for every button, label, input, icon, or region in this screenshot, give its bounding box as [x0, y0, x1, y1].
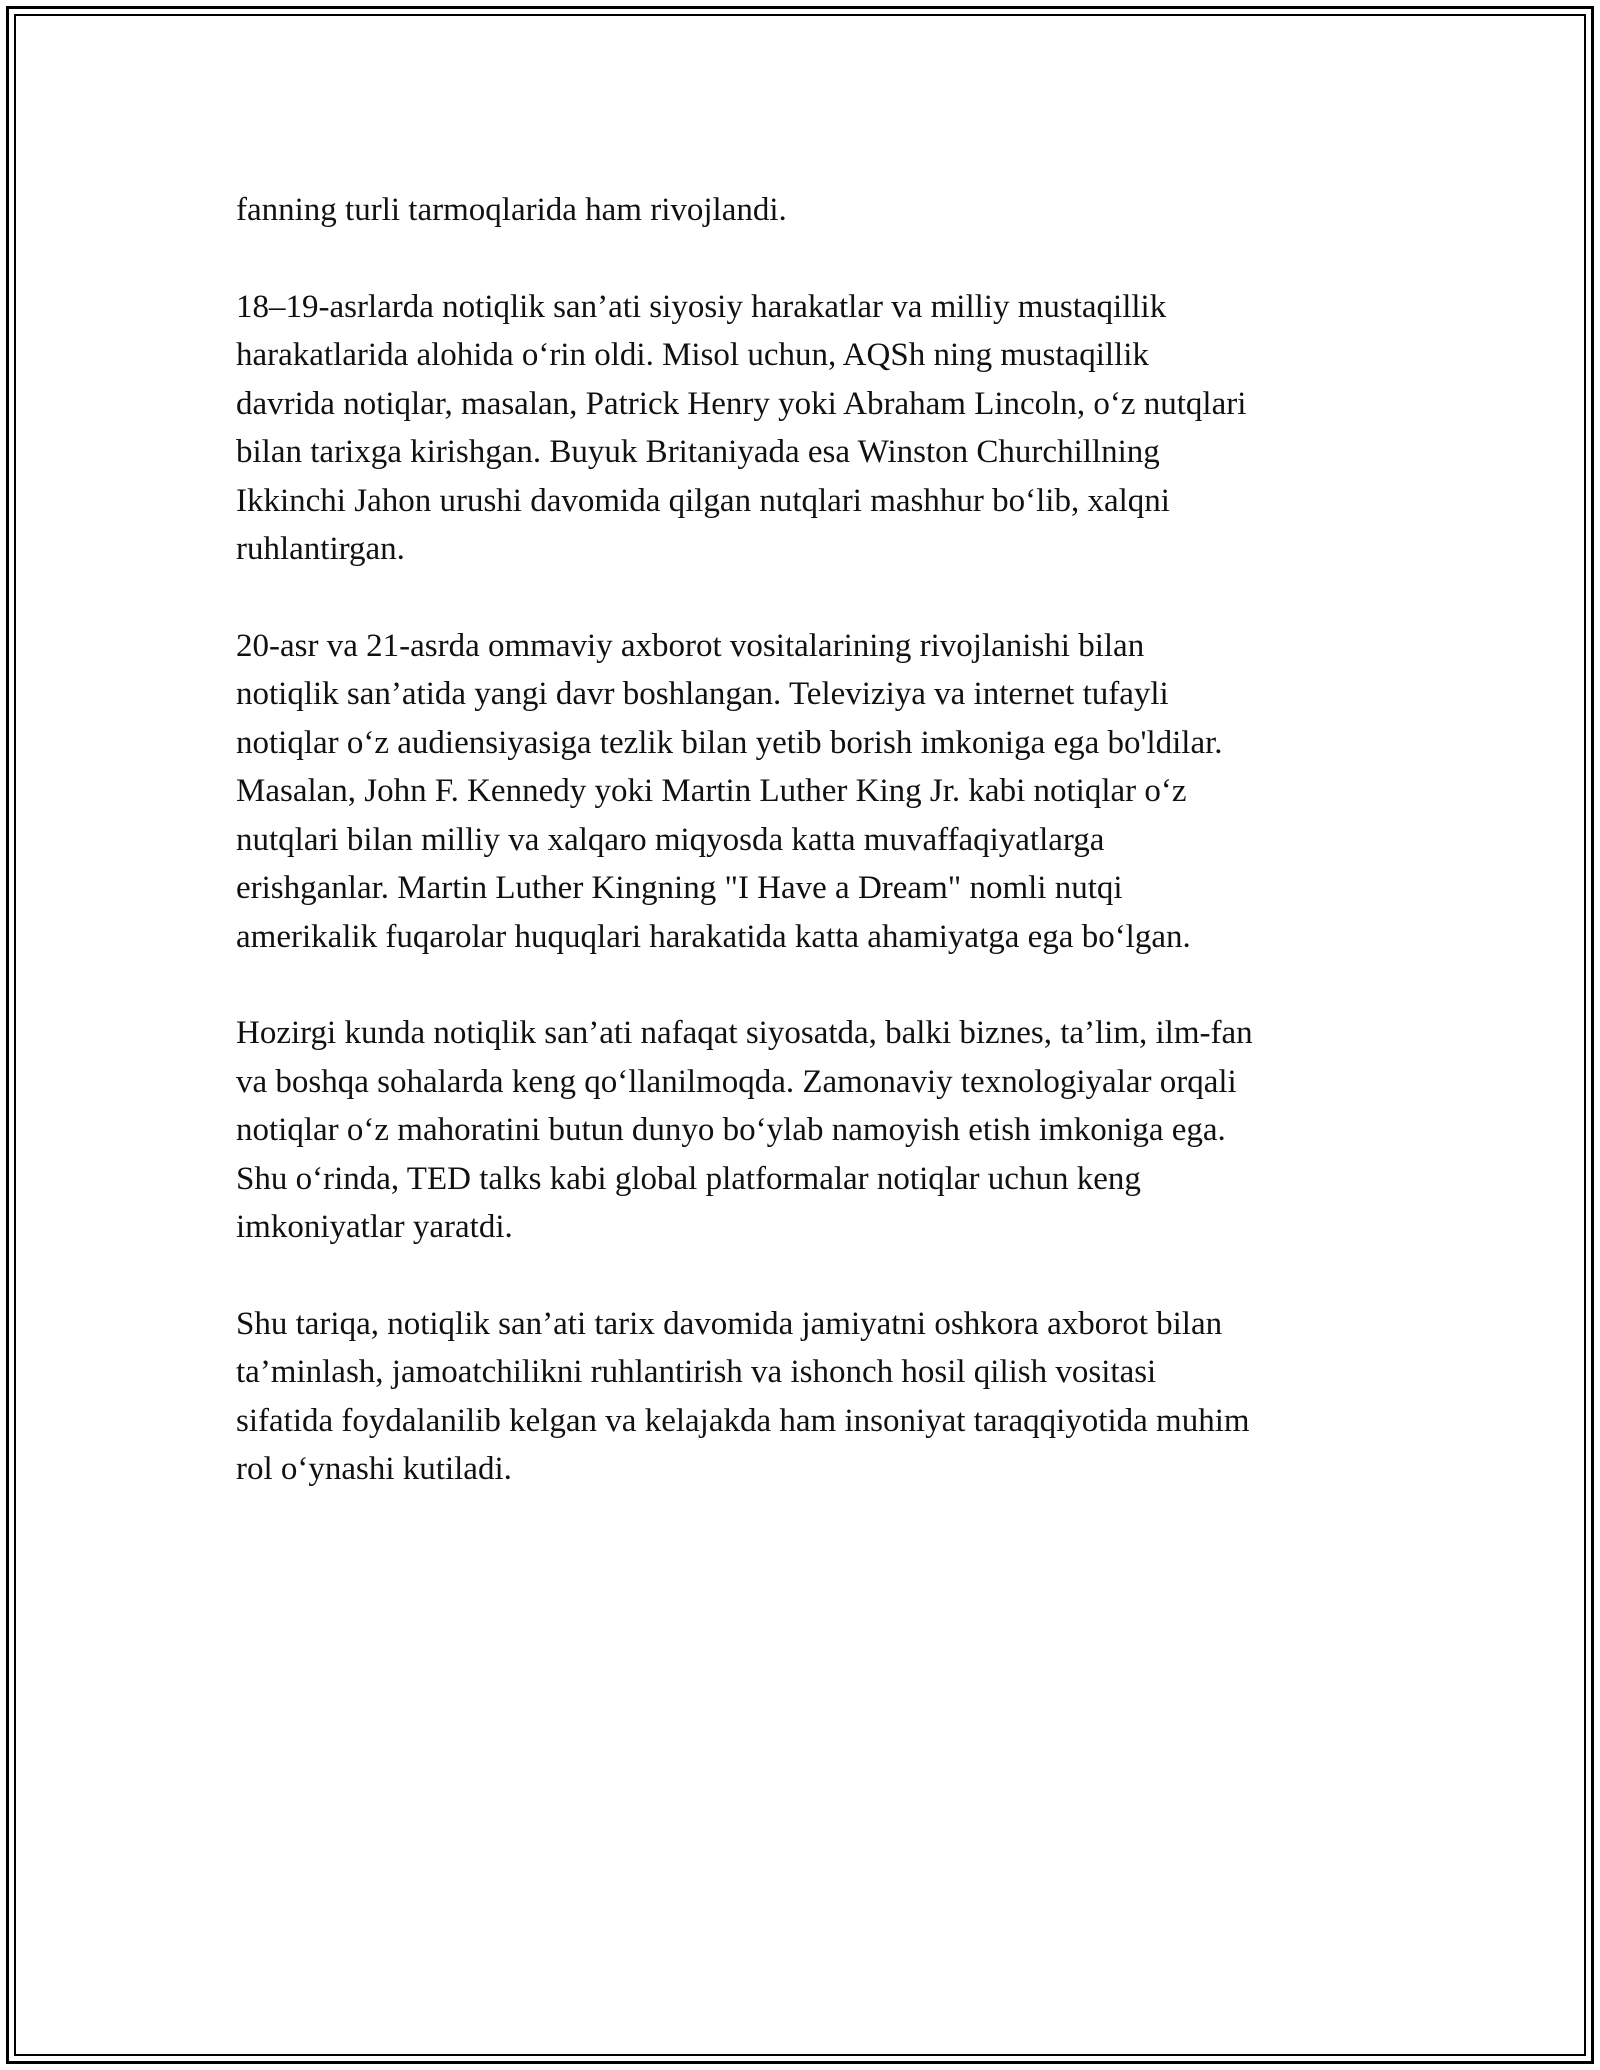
paragraph-1: fanning turli tarmoqlarida ham rivojlandi. — [236, 192, 787, 228]
paragraph-4: Hozirgi kunda notiqlik san’ati nafaqat siyosatda, balki biznes, ta’lim, ilm-fan va boshqa sohalarda keng qo‘llanilmoqda. Zamonaviy texnologiyalar orqali notiqlar o‘z mahoratini butun dunyo bo‘ylab namoyish etish imkoniga ega. Shu o‘rinda, TED talks kabi global platformalar notiqlar uchun keng imkoniyatlar yaratdi. — [236, 1015, 1253, 1245]
paragraph-3: 20-asr va 21-asrda ommaviy axborot vositalarining rivojlanishi bilan notiqlik san’atida yangi davr boshlangan. Televiziya va internet tufayli notiqlar o‘z audiensiyasiga tezlik bilan yetib borish imkoniga ega bo'ldilar. Masalan, John F. Kennedy yoki Martin Luther King Jr. kabi notiqlar o‘z nutqlari bilan milliy va xalqaro miqyosda katta muvaffaqiyatlarga erishganlar. Martin Luther Kingning "I Have a Dream" nomli nutqi amerikalik fuqarolar huquqlari harakatida katta ahamiyatga ega bo‘lgan. — [236, 627, 1223, 955]
paragraph-5: Shu tariqa, notiqlik san’ati tarix davomida jamiyatni oshkora axborot bilan ta’minlash, jamoatchilikni ruhlantirish va ishonch hosil qilish vositasi sifatida foydalanilib kelgan va kelajakda ham insoniyat taraqqiyotida muhim rol o‘ynashi kutiladi. — [236, 1305, 1250, 1487]
paragraph-2: 18–19-asrlarda notiqlik san’ati siyosiy harakatlar va milliy mustaqillik harakatlarida alohida o‘rin oldi. Misol uchun, AQSh ning mustaqillik davrida notiqlar, masalan, Patrick Henry yoki Abraham Lincoln, o‘z nutqlari bilan tarixga kirishgan. Buyuk Britaniyada esa Winston Churchillning Ikkinchi Jahon urushi davomida qilgan nutqlari mashhur bo‘lib, xalqni ruhlantirgan. — [236, 288, 1247, 567]
document-body — [236, 186, 1376, 1542]
